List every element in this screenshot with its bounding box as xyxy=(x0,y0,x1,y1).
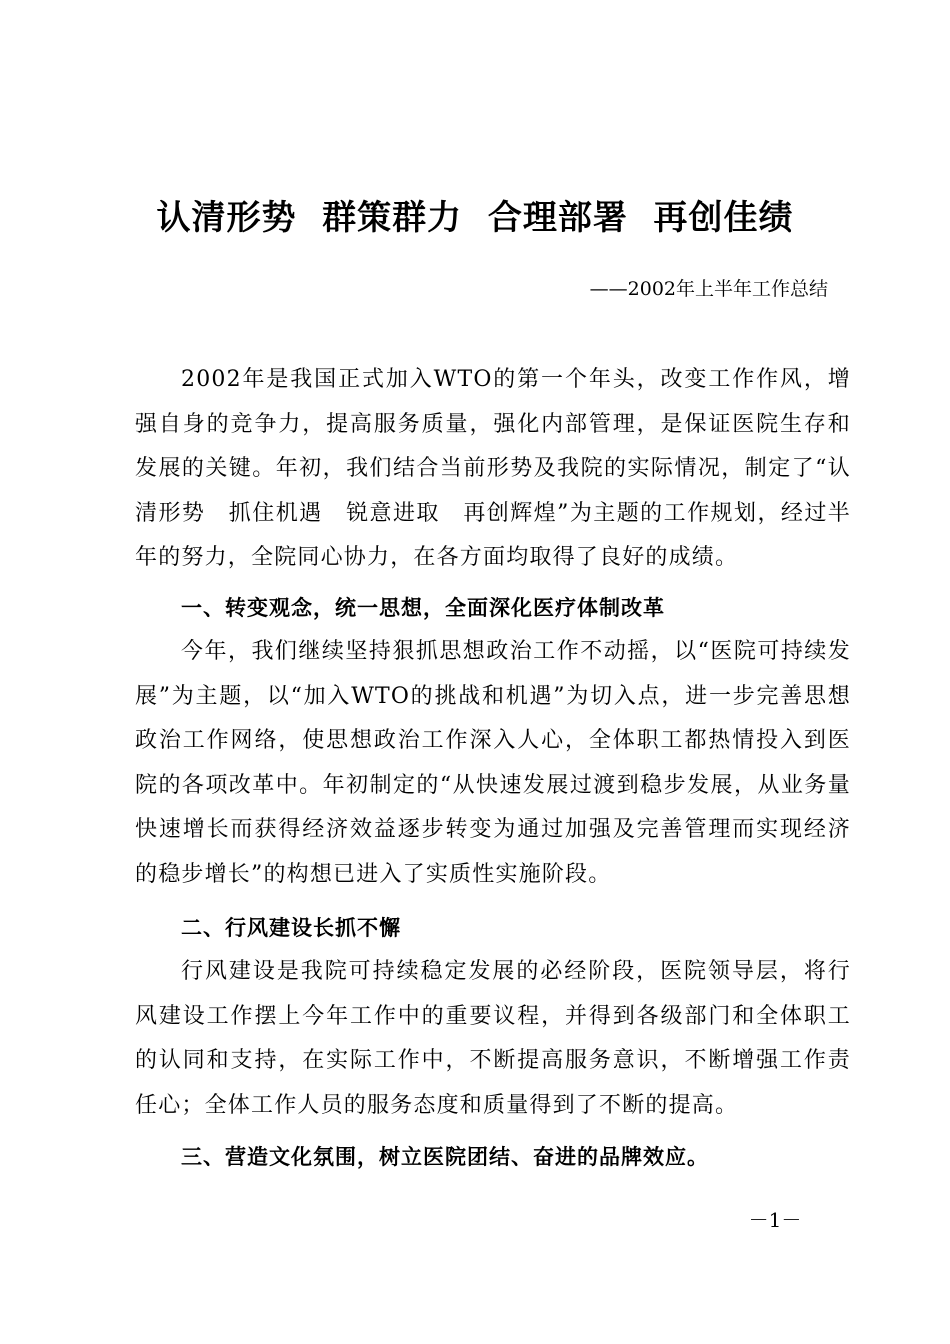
section-heading-1: 一、转变观念，统一思想，全面深化医疗体制改革 xyxy=(181,596,665,620)
section-body-2: 行风建设是我院可持续稳定发展的必经阶段，医院领导层，将行风建设工作摆上今年工作中的重要议程，并得到各级部门和全体职工的认同和支持，在实际工作中，不断提高服务意识，不断增强工作责任心；全体工作人员的服务态度和质量得到了不断的提高。 xyxy=(135,959,851,1118)
section-body-1: 今年，我们继续坚持狠抓思想政治工作不动摇，以“医院可持续发展”为主题，以“加入WTO的挑战和机遇”为切入点，进一步完善思想政治工作网络，使思想政治工作深入人心，全体职工都热情投入到医院的各项改革中。年初制定的“从快速发展过渡到稳步发展，从业务量快速增长而获得经济效益逐步转变为通过加强及完善管理而实现经济的稳步增长”的构想已进入了实质性实施阶段。 xyxy=(135,639,851,887)
page-number: －1－ xyxy=(748,1208,802,1232)
section-heading-3: 三、营造文化氛围，树立医院团结、奋进的品牌效应。 xyxy=(181,1145,709,1169)
document-subtitle: ——2002年上半年工作总结 xyxy=(589,278,828,300)
intro-paragraph: 2002年是我国正式加入WTO的第一个年头，改变工作作风，增强自身的竞争力，提高服务质量，强化内部管理，是保证医院生存和发展的关键。年初，我们结合当前形势及我院的实际情况，制定了“认清形势 抓住机遇 锐意进取 再创辉煌”为主题的工作规划，经过半年的努力，全院同心协力，在各方面均取得了良好的成绩。 xyxy=(135,367,851,570)
section-heading-2: 二、行风建设长抓不懈 xyxy=(181,916,401,940)
document-title: 认清形势 群策群力 合理部署 再创佳绩 xyxy=(156,197,794,238)
